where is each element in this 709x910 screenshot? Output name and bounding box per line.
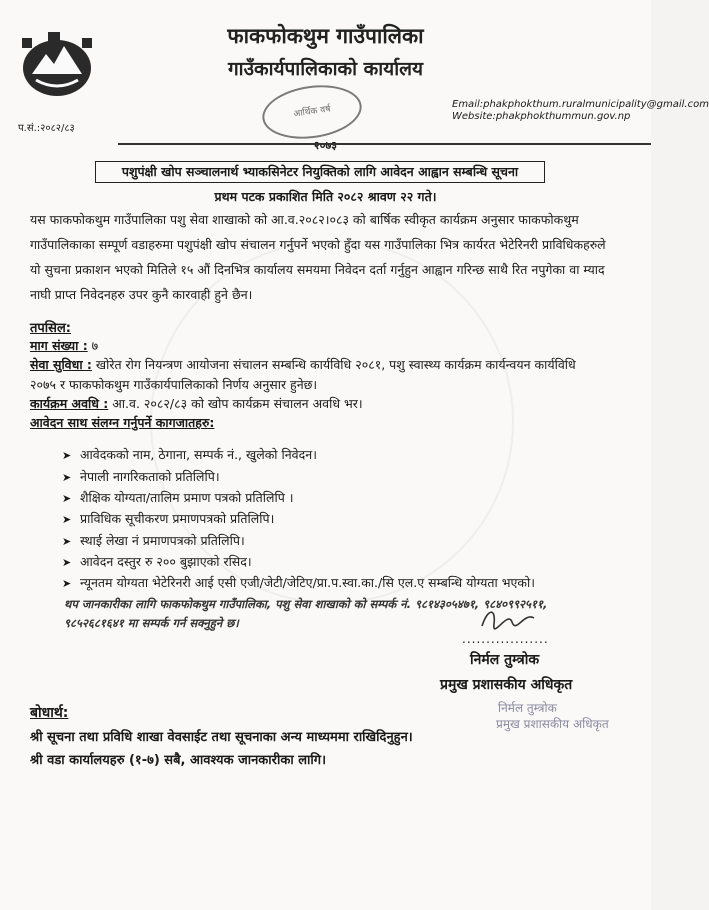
notice-title: पशुपंक्षी खोप सञ्चालनार्थ भ्याकसिनेटर नियुक्तिको लागि आवेदन आह्वान सम्बन्धि सूचना (95, 161, 545, 183)
arrow-bullet-icon: ➤ (62, 556, 72, 569)
facility-continued: २०७५ र फाकफोकथुम गाउँकार्यपालिकाको निर्णय अनुसार हुनेछ। (30, 377, 318, 392)
list-item: ➤ स्थाई लेखा नं प्रमाणपत्रको प्रतिलिपि। (62, 533, 245, 548)
list-item: ➤ आवेदन दस्तुर रु २०० बुझाएको रसिद। (62, 554, 252, 569)
stamp-name: निर्मल तुम्त्रोक (498, 701, 557, 715)
body-line: नाघी प्राप्त निवेदनहरु उपर कुनै कारवाही हुने छैन। (30, 287, 253, 302)
cc-heading: बोधार्थ: (30, 705, 69, 721)
demand-count (30, 337, 98, 354)
body-line: यो सुचना प्रकाशन भएको मितिले १५ औं दिनभित्र कार्यालय समयमा निवेदन दर्ता गर्नुहुन आह्वान गरिन्छ साथै रित नपुगेका वा म्याद (30, 262, 605, 277)
header-year: २०७३ (314, 139, 337, 152)
signer-name: निर्मल तुम्त्रोक (470, 652, 540, 668)
signer-designation: प्रमुख प्रशासकीय अधिकृत (440, 677, 573, 693)
signature-line: .................. (462, 632, 549, 646)
demand-label: माग संख्या : (30, 338, 88, 353)
facility-label: सेवा सुविधा : (30, 357, 92, 372)
list-item: ➤ शैक्षिक योग्यता/तालिम प्रमाण पत्रको प्रतिलिपि । (62, 490, 294, 505)
cc-line: श्री सूचना तथा प्रविधि शाखा वेवसाईट तथा सूचनाका अन्य माध्यममा राखिदिनुहुन। (30, 730, 413, 745)
arrow-bullet-icon: ➤ (62, 449, 72, 462)
office-name: गाउँकार्यपालिकाको कार्यालय (227, 58, 424, 80)
program-period (30, 395, 363, 412)
demand-value: ७ (87, 338, 99, 353)
arrow-bullet-icon: ➤ (62, 471, 72, 484)
office-seal (259, 79, 365, 144)
municipality-name: फाकफोकथुम गाउँपालिका (227, 24, 424, 48)
body-line: यस फाकफोकथुम गाउँपालिका पशु सेवा शाखाको को आ.व.२०८२।०८३ को बार्षिक स्वीकृत कार्यक्रम अनुसार फाकफोकथुम (30, 212, 579, 227)
contact-note-continued: ९८५२६८१६४१ मा सम्पर्क गर्न सक्नुहुने छ। (64, 616, 239, 630)
body-line: गाउँपालिकाका सम्पूर्ण वडाहरुमा पशुपंक्षी खोप संचालन गर्नुपर्ने भएको हुँदा यस गाउँपालिका भित्र कार्यरत भेटेरिनरी प्राविधिकहरुले (30, 237, 606, 252)
contact-note: थप जानकारीका लागि फाकफोकथुम गाउँपालिका, पशु सेवा शाखाको को सम्पर्क नं. ९८१४३०५४७१, ९८४०९९२५११, (64, 597, 548, 611)
list-item: ➤ प्राविधिक सूचीकरण प्रमाणपत्रको प्रतिलिपि। (62, 511, 275, 526)
seal-text: आर्थिक वर्ष (292, 104, 332, 120)
service-facility (30, 356, 576, 373)
published-date: प्रथम पटक प्रकाशित मिति २०८२ श्रावण २२ गते। (214, 189, 437, 204)
arrow-bullet-icon: ➤ (62, 535, 72, 548)
details-heading: तपसिल: (30, 321, 71, 336)
arrow-bullet-icon: ➤ (62, 513, 72, 526)
list-item: ➤ आवेदकको नाम, ठेगाना, सम्पर्क नं., खुलेको निवेदन। (62, 447, 317, 462)
stamp-designation: प्रमुख प्रशासकीय अधिकृत (496, 717, 609, 731)
period-label: कार्यक्रम अवधि : (30, 396, 109, 411)
header-divider (118, 143, 651, 145)
documents-heading: आवेदन साथ संलग्न गर्नुपर्ने कागजातहरु: (30, 415, 215, 430)
email-address: Email:phakphokthum.ruralmunicipality@gmail.com (452, 99, 709, 110)
arrow-bullet-icon: ➤ (62, 577, 72, 590)
facility-value: खोरेत रोग नियन्त्रण आयोजना संचालन सम्बन्धि कार्यविधि २०८१, पशु स्वास्थ्य कार्यक्रम कार्यन्वयन कार्यविधि (91, 357, 576, 372)
period-value: आ.व. २०८२/८३ को खोप कार्यक्रम संचालन अवधि भर। (108, 396, 363, 411)
list-item: ➤ नेपाली नागरिकताको प्रतिलिपि। (62, 469, 220, 484)
list-item: ➤ न्यूनतम योग्यता भेटेरिनरी आई एसी एजी/जेटी/जेटिए/प्रा.प.स्वा.का./सि एल.ए सम्बन्धि योग्यता भएको। (62, 575, 536, 590)
cc-line: श्री वडा कार्यालयहरु (१-७) सबै, आवश्यक जानकारीका लागि। (30, 753, 327, 768)
handwritten-signature (478, 604, 538, 634)
arrow-bullet-icon: ➤ (62, 492, 72, 505)
reference-number: प.सं.:२०८२/८३ (18, 123, 75, 134)
website-address: Website:phakphokthummun.gov.np (452, 111, 631, 122)
